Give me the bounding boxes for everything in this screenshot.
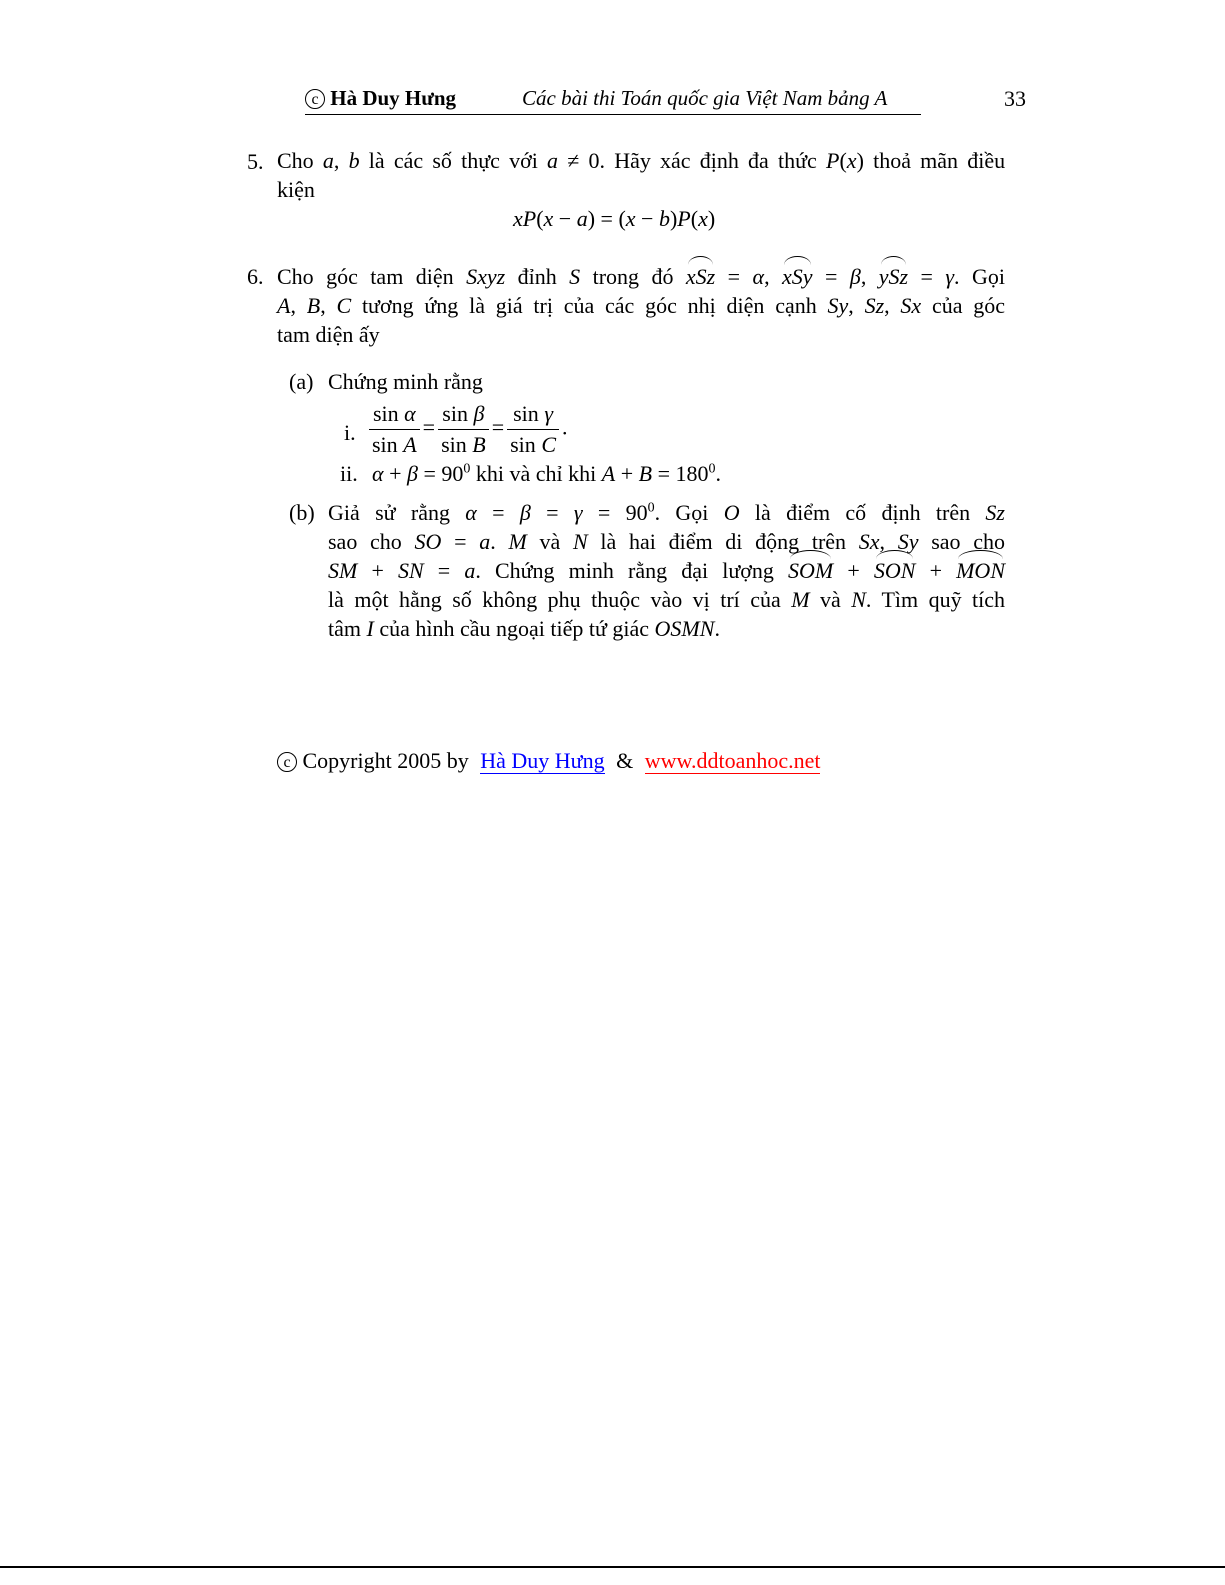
part-b-label: (b) — [289, 500, 315, 525]
item-i-formula: $\frac{\text{sin α}}{\text{sin A}}$ = $\frac{\text{sin β}}{\text{sin B}}$ = $\frac{\text{sin γ}}{\text{sin C}}$ . — [366, 401, 568, 458]
item-ii-text: $\alpha + \beta = 90^0$ khi và chỉ khi $A + B = 180^0$. — [372, 461, 721, 486]
item-i-label: i. — [344, 420, 356, 445]
copyright-line — [277, 748, 820, 774]
header-book-title: Các bài thi Toán quốc gia Việt Nam bảng A — [522, 86, 888, 110]
problem-6-intro: Cho góc tam diện Sxyz đỉnh S trong đó xSz = α, xSy = β, ySz = γ. Gọi A, B, C tương ứng là giá trị của các góc nhị diện cạnh Sy, Sz, Sx của góc tam diện ấy — [277, 264, 1006, 347]
copyright-icon: c — [305, 89, 325, 109]
header-rule — [305, 114, 921, 115]
website-link[interactable]: www.ddtoanhoc.net — [644, 748, 821, 773]
copyright-icon: c — [277, 752, 297, 772]
author-link[interactable]: Hà Duy Hưng — [480, 748, 605, 773]
copyright-text: Copyright 2005 by — [302, 748, 469, 773]
problem-6-number: 6. — [247, 264, 264, 289]
part-a-text: Chứng minh rằng — [328, 369, 483, 394]
ampersand: & — [616, 748, 634, 773]
page-number: 33 — [1004, 86, 1026, 111]
header-author: Hà Duy Hưng — [330, 86, 457, 110]
part-b-text: Giả sử rằng $\alpha = \beta = \gamma = 90^0$. Gọi O là điểm cố định trên Sz sao cho SO = a. M và N là hai điểm di động trên Sx, Sy sao cho SM + SN = a. Chứng minh rằng đại lượng SOM + SON + MON là một hằng số không phụ thuộc vào vị trí của M và N. Tìm quỹ tích tâm I của hình cầu ngoại tiếp tứ giác OSMN. — [328, 500, 1006, 641]
page-bottom-rule — [0, 1566, 1225, 1568]
running-header — [305, 86, 456, 111]
problem-5-equation: xP(x − a) = (x − b)P(x) — [513, 206, 716, 231]
part-a-label: (a) — [289, 369, 314, 394]
problem-5-number: 5. — [247, 149, 264, 174]
problem-5-text: Cho a, b là các số thực với a ≠ 0. Hãy xác định đa thức P(x) thoả mãn điều kiện — [277, 148, 1006, 202]
item-ii-label: ii. — [340, 461, 358, 486]
